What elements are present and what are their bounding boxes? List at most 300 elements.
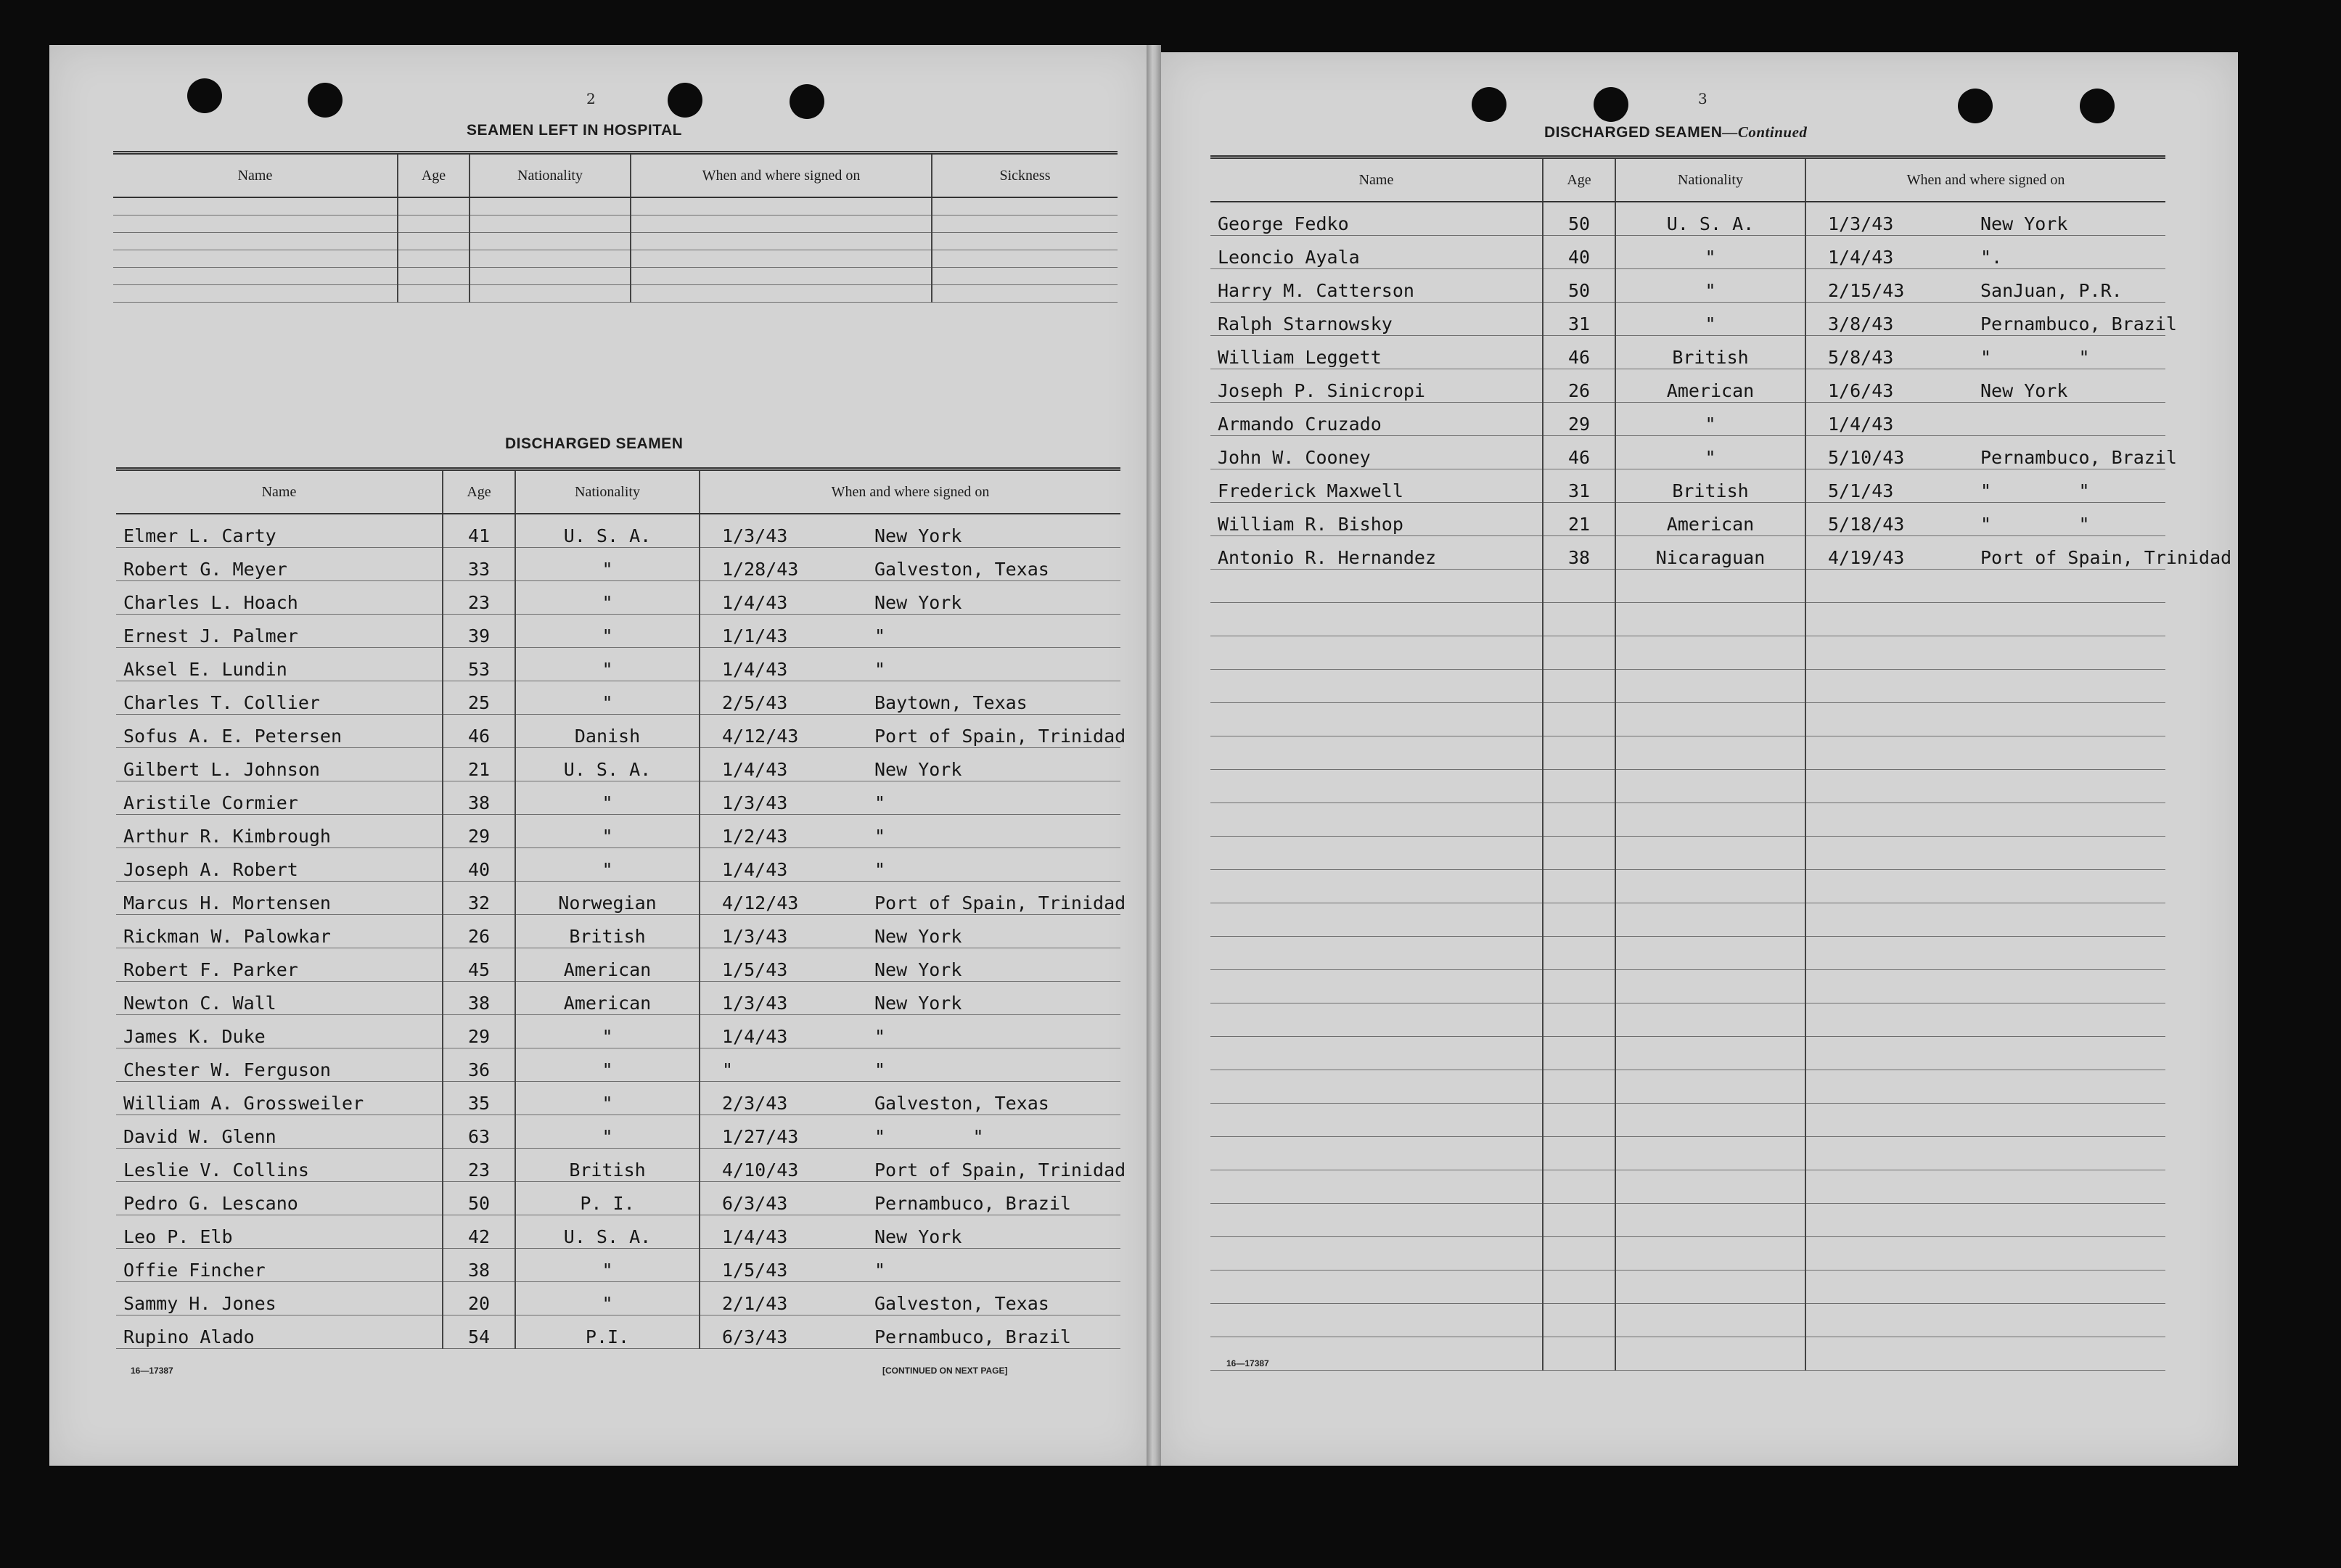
blank-row	[1210, 803, 2165, 836]
blank-row	[1210, 836, 2165, 869]
seaman-row	[116, 1014, 1120, 1048]
seaman-nationality: "	[1615, 402, 1805, 435]
seaman-nationality: American	[1615, 369, 1805, 402]
seaman-name: Chester W. Ferguson	[116, 1048, 443, 1081]
signed-on-cell	[700, 881, 1126, 914]
blank-cell	[1543, 1337, 1615, 1370]
seaman-name: Newton C. Wall	[116, 981, 443, 1014]
seaman-name: Elmer L. Carty	[116, 514, 443, 547]
blank-cell	[1615, 702, 1805, 736]
blank-cell	[1543, 936, 1615, 969]
punch-hole	[790, 84, 824, 119]
seaman-age: 41	[443, 514, 515, 547]
signed-on-date: "	[722, 1059, 734, 1080]
seaman-name: William A. Grossweiler	[116, 1081, 443, 1115]
signed-on-date: 2/15/43	[1828, 279, 1905, 301]
seaman-nationality: "	[515, 1281, 700, 1315]
seaman-row	[116, 948, 1120, 981]
blank-cell	[1615, 1136, 1805, 1170]
seaman-row	[116, 614, 1120, 647]
seaman-name: Frederick Maxwell	[1210, 469, 1543, 502]
blank-cell	[1543, 769, 1615, 803]
signed-on-place: " "	[1980, 480, 2090, 501]
blank-cell	[1543, 1236, 1615, 1270]
blank-cell	[1615, 1236, 1805, 1270]
seaman-name: Harry M. Catterson	[1210, 268, 1543, 302]
title-suffix: —Continued	[1722, 123, 1808, 141]
seaman-name: John W. Cooney	[1210, 435, 1543, 469]
blank-cell	[1805, 1003, 2165, 1036]
seaman-row	[116, 1081, 1120, 1115]
signed-on-cell	[700, 1081, 1120, 1115]
blank-row	[1210, 903, 2165, 936]
col-age: Age	[1543, 157, 1615, 202]
signed-on-date: 1/6/43	[1828, 379, 1894, 401]
signed-on-place: "	[874, 792, 886, 813]
punch-hole	[1594, 87, 1628, 122]
blank-cell	[1805, 836, 2165, 869]
blank-row	[1210, 1136, 2165, 1170]
signed-on-place: Pernambuco, Brazil	[874, 1192, 1071, 1214]
blank-cell	[113, 197, 398, 215]
blank-cell	[932, 215, 1118, 232]
seaman-row	[116, 1281, 1120, 1315]
col-nationality: Nationality	[515, 469, 700, 514]
seaman-nationality: "	[515, 781, 700, 814]
blank-row	[1210, 669, 2165, 702]
blank-cell	[1210, 1203, 1543, 1236]
blank-cell	[1543, 636, 1615, 669]
signed-on-date: 2/5/43	[722, 691, 788, 713]
blank-cell	[1210, 736, 1543, 769]
blank-cell	[1210, 669, 1543, 702]
hospital-table	[113, 151, 1118, 303]
blank-cell	[1543, 1203, 1615, 1236]
blank-cell	[1210, 836, 1543, 869]
blank-cell	[1615, 869, 1805, 903]
blank-cell	[932, 284, 1118, 302]
seaman-age: 38	[1543, 535, 1615, 569]
signed-on-date: 5/10/43	[1828, 446, 1905, 468]
signed-on-date: 1/4/43	[722, 858, 788, 880]
seaman-name: James K. Duke	[116, 1014, 443, 1048]
seaman-age: 46	[443, 714, 515, 747]
signed-on-place: Baytown, Texas	[874, 691, 1028, 713]
seaman-name: Leoncio Ayala	[1210, 235, 1543, 268]
seaman-name: Pedro G. Lescano	[116, 1181, 443, 1215]
signed-on-cell	[1805, 469, 2165, 502]
left-page	[49, 45, 1147, 1466]
seaman-age: 53	[443, 647, 515, 681]
signed-on-date: 1/3/43	[722, 525, 788, 546]
seaman-name: Leslie V. Collins	[116, 1148, 443, 1181]
seaman-age: 29	[443, 814, 515, 847]
blank-cell	[1210, 1070, 1543, 1103]
seaman-nationality: P.I.	[515, 1315, 700, 1348]
blank-cell	[398, 197, 470, 215]
signed-on-cell	[1805, 335, 2165, 369]
blank-cell	[398, 267, 470, 284]
seaman-nationality: Danish	[515, 714, 700, 747]
blank-cell	[470, 284, 631, 302]
blank-row	[113, 250, 1118, 267]
blank-cell	[1543, 569, 1615, 602]
seaman-nationality: P. I.	[515, 1181, 700, 1215]
seaman-age: 26	[1543, 369, 1615, 402]
seaman-age: 25	[443, 681, 515, 714]
seaman-nationality: "	[1615, 435, 1805, 469]
blank-cell	[1805, 1136, 2165, 1170]
signed-on-place: Port of Spain, Trinidad	[874, 892, 1126, 914]
blank-cell	[1543, 702, 1615, 736]
blank-row	[113, 232, 1118, 250]
signed-on-place: SanJuan, P.R.	[1980, 279, 2123, 301]
seaman-age: 39	[443, 614, 515, 647]
seaman-row	[1210, 535, 2165, 569]
signed-on-place: Galveston, Texas	[874, 558, 1049, 580]
discharged-continued-rows	[1210, 202, 2232, 1370]
signed-on-cell	[700, 781, 1120, 814]
signed-on-cell	[700, 1281, 1120, 1315]
blank-cell	[1805, 702, 2165, 736]
blank-cell	[932, 250, 1118, 267]
blank-row	[1210, 1303, 2165, 1337]
seaman-nationality: "	[515, 547, 700, 580]
seaman-age: 23	[443, 580, 515, 614]
seaman-age: 50	[443, 1181, 515, 1215]
signed-on-cell	[700, 681, 1120, 714]
blank-cell	[398, 232, 470, 250]
blank-cell	[1543, 1303, 1615, 1337]
col-name: Name	[1210, 157, 1543, 202]
seaman-row	[116, 547, 1120, 580]
right-page	[1161, 52, 2238, 1466]
blank-cell	[398, 250, 470, 267]
signed-on-cell	[1805, 268, 2165, 302]
blank-cell	[398, 215, 470, 232]
blank-row	[1210, 636, 2165, 669]
signed-on-cell	[1805, 302, 2177, 335]
blank-cell	[631, 215, 932, 232]
seaman-row	[1210, 335, 2165, 369]
blank-cell	[1543, 1003, 1615, 1036]
hospital-rows	[113, 197, 1118, 302]
seaman-name: Gilbert L. Johnson	[116, 747, 443, 781]
signed-on-cell	[1805, 402, 2165, 435]
signed-on-date: 1/4/43	[722, 591, 788, 613]
seaman-age: 38	[443, 781, 515, 814]
seaman-row	[1210, 235, 2165, 268]
blank-cell	[1615, 602, 1805, 636]
punch-hole	[1472, 87, 1506, 122]
seaman-row	[116, 847, 1120, 881]
signed-on-date: 2/1/43	[722, 1292, 788, 1314]
seaman-row	[116, 881, 1120, 914]
signed-on-place: "	[874, 1059, 886, 1080]
seaman-nationality: "	[1615, 268, 1805, 302]
seaman-row	[116, 580, 1120, 614]
signed-on-cell	[700, 814, 1120, 847]
blank-cell	[1615, 669, 1805, 702]
blank-cell	[1543, 803, 1615, 836]
seaman-name: Rickman W. Palowkar	[116, 914, 443, 948]
seaman-age: 45	[443, 948, 515, 981]
blank-cell	[1543, 903, 1615, 936]
blank-cell	[1805, 1103, 2165, 1136]
seaman-name: Charles L. Hoach	[116, 580, 443, 614]
blank-cell	[1210, 1003, 1543, 1036]
blank-cell	[1210, 636, 1543, 669]
seaman-nationality: Norwegian	[515, 881, 700, 914]
seaman-age: 50	[1543, 268, 1615, 302]
signed-on-place: New York	[874, 525, 962, 546]
seaman-nationality: "	[1615, 302, 1805, 335]
signed-on-date: 1/28/43	[722, 558, 799, 580]
seaman-age: 40	[1543, 235, 1615, 268]
punch-hole	[308, 83, 343, 118]
blank-cell	[1615, 969, 1805, 1003]
seaman-name: Joseph P. Sinicropi	[1210, 369, 1543, 402]
seaman-age: 21	[1543, 502, 1615, 535]
signed-on-place: New York	[1980, 379, 2068, 401]
blank-cell	[470, 197, 631, 215]
signed-on-date: 1/3/43	[722, 925, 788, 947]
signed-on-cell	[700, 914, 1120, 948]
blank-cell	[631, 197, 932, 215]
seaman-name: Leo P. Elb	[116, 1215, 443, 1248]
page-number: 3	[1698, 90, 1707, 107]
seaman-row	[116, 981, 1120, 1014]
seaman-nationality: British	[1615, 335, 1805, 369]
blank-row	[113, 215, 1118, 232]
seaman-row	[1210, 302, 2165, 335]
punch-hole	[1958, 89, 1993, 123]
blank-cell	[1615, 1170, 1805, 1203]
seaman-age: 33	[443, 547, 515, 580]
seaman-age: 31	[1543, 302, 1615, 335]
blank-row	[1210, 736, 2165, 769]
blank-cell	[1210, 1136, 1543, 1170]
seaman-row	[116, 1248, 1120, 1281]
seaman-age: 29	[1543, 402, 1615, 435]
seaman-age: 32	[443, 881, 515, 914]
signed-on-place: New York	[874, 959, 962, 980]
blank-row	[1210, 1236, 2165, 1270]
signed-on-place: " "	[874, 1125, 984, 1147]
signed-on-place: "	[874, 825, 886, 847]
blank-cell	[1805, 903, 2165, 936]
blank-cell	[1210, 702, 1543, 736]
blank-cell	[1210, 1303, 1543, 1337]
blank-cell	[1210, 1036, 1543, 1070]
seaman-age: 38	[443, 981, 515, 1014]
blank-cell	[1615, 1303, 1805, 1337]
blank-cell	[932, 197, 1118, 215]
signed-on-place: Pernambuco, Brazil	[874, 1326, 1071, 1347]
signed-on-date: 1/27/43	[722, 1125, 799, 1147]
seaman-age: 26	[443, 914, 515, 948]
blank-row	[1210, 1337, 2165, 1370]
seaman-row	[116, 1315, 1120, 1348]
blank-cell	[1210, 769, 1543, 803]
seaman-row	[116, 681, 1120, 714]
seaman-row	[116, 781, 1120, 814]
seaman-name: William R. Bishop	[1210, 502, 1543, 535]
blank-cell	[1615, 1003, 1805, 1036]
blank-cell	[113, 215, 398, 232]
blank-row	[1210, 602, 2165, 636]
seaman-name: Armando Cruzado	[1210, 402, 1543, 435]
signed-on-place: Galveston, Texas	[874, 1292, 1049, 1314]
signed-on-place: Galveston, Texas	[874, 1092, 1049, 1114]
blank-cell	[1805, 803, 2165, 836]
punch-hole	[2080, 89, 2115, 123]
seaman-row	[1210, 469, 2165, 502]
signed-on-cell	[700, 1148, 1126, 1181]
seaman-row	[1210, 435, 2165, 469]
seaman-row	[116, 814, 1120, 847]
seaman-nationality: American	[515, 981, 700, 1014]
seaman-age: 42	[443, 1215, 515, 1248]
blank-cell	[1805, 1270, 2165, 1303]
seaman-row	[116, 714, 1120, 747]
blank-row	[1210, 1036, 2165, 1070]
blank-cell	[1805, 936, 2165, 969]
seaman-name: Aksel E. Lundin	[116, 647, 443, 681]
signed-on-place: "	[874, 625, 886, 647]
blank-cell	[1805, 1203, 2165, 1236]
blank-cell	[1615, 836, 1805, 869]
seaman-row	[116, 747, 1120, 781]
signed-on-date: 1/5/43	[722, 959, 788, 980]
blank-cell	[1615, 903, 1805, 936]
blank-row	[1210, 1103, 2165, 1136]
signed-on-date: 6/3/43	[722, 1326, 788, 1347]
seaman-row	[1210, 202, 2165, 235]
blank-cell	[631, 232, 932, 250]
blank-cell	[113, 267, 398, 284]
seaman-row	[116, 914, 1120, 948]
hospital-section-title: SEAMEN LEFT IN HOSPITAL	[467, 122, 682, 139]
signed-on-place: Pernambuco, Brazil	[1980, 446, 2177, 468]
blank-cell	[113, 250, 398, 267]
blank-cell	[631, 267, 932, 284]
blank-cell	[1805, 669, 2165, 702]
blank-cell	[932, 267, 1118, 284]
signed-on-place: Port of Spain, Trinidad	[874, 1159, 1126, 1181]
seaman-name: Rupino Alado	[116, 1315, 443, 1348]
blank-cell	[470, 232, 631, 250]
blank-cell	[1543, 736, 1615, 769]
binding-gutter	[1147, 45, 1161, 1466]
signed-on-cell	[1805, 369, 2165, 402]
col-age: Age	[398, 153, 470, 198]
signed-on-date: 2/3/43	[722, 1092, 788, 1114]
signed-on-place: Port of Spain, Trinidad	[1980, 546, 2232, 568]
signed-on-cell	[700, 1115, 1120, 1148]
blank-cell	[1210, 602, 1543, 636]
blank-row	[1210, 1070, 2165, 1103]
signed-on-date: 1/4/43	[722, 1025, 788, 1047]
blank-cell	[1543, 869, 1615, 903]
col-signed-on: When and where signed on	[631, 153, 932, 198]
signed-on-cell	[700, 1248, 1120, 1281]
blank-cell	[113, 284, 398, 302]
signed-on-date: 1/1/43	[722, 625, 788, 647]
blank-cell	[1543, 1170, 1615, 1203]
signed-on-cell	[700, 1048, 1120, 1081]
blank-cell	[1543, 1136, 1615, 1170]
seaman-name: David W. Glenn	[116, 1115, 443, 1148]
signed-on-date: 4/12/43	[722, 892, 799, 914]
blank-cell	[1615, 1270, 1805, 1303]
seaman-row	[116, 1215, 1120, 1248]
blank-cell	[1543, 836, 1615, 869]
seaman-nationality: "	[515, 1014, 700, 1048]
blank-cell	[1543, 969, 1615, 1003]
seaman-nationality: "	[515, 580, 700, 614]
blank-cell	[1210, 1236, 1543, 1270]
signed-on-date: 1/5/43	[722, 1259, 788, 1281]
signed-on-place: " "	[1980, 513, 2090, 535]
blank-cell	[1543, 1103, 1615, 1136]
signed-on-date: 1/4/43	[722, 1226, 788, 1247]
blank-cell	[932, 232, 1118, 250]
seaman-row	[1210, 369, 2165, 402]
col-sickness: Sickness	[932, 153, 1118, 198]
signed-on-place: New York	[874, 758, 962, 780]
blank-cell	[1805, 602, 2165, 636]
seaman-row	[116, 647, 1120, 681]
blank-cell	[1615, 1036, 1805, 1070]
signed-on-place: New York	[1980, 213, 2068, 234]
signed-on-cell	[700, 1315, 1120, 1348]
seaman-name: Marcus H. Mortensen	[116, 881, 443, 914]
seaman-age: 46	[1543, 435, 1615, 469]
seaman-name: Joseph A. Robert	[116, 847, 443, 881]
col-nationality: Nationality	[1615, 157, 1805, 202]
col-name: Name	[116, 469, 443, 514]
signed-on-place: Port of Spain, Trinidad	[874, 725, 1126, 747]
signed-on-cell	[700, 948, 1120, 981]
seaman-nationality: "	[515, 681, 700, 714]
seaman-nationality: "	[515, 614, 700, 647]
blank-cell	[1210, 803, 1543, 836]
signed-on-date: 1/4/43	[1828, 413, 1894, 435]
seaman-name: Sammy H. Jones	[116, 1281, 443, 1315]
seaman-nationality: "	[515, 847, 700, 881]
seaman-nationality: Nicaraguan	[1615, 535, 1805, 569]
blank-cell	[1210, 569, 1543, 602]
signed-on-cell	[1805, 235, 2165, 268]
title-main: DISCHARGED SEAMEN	[1544, 124, 1723, 141]
seaman-name: William Leggett	[1210, 335, 1543, 369]
seaman-age: 36	[443, 1048, 515, 1081]
signed-on-date: 4/12/43	[722, 725, 799, 747]
blank-row	[113, 284, 1118, 302]
blank-cell	[1615, 1337, 1805, 1370]
discharged-table	[116, 467, 1126, 1349]
seaman-age: 35	[443, 1081, 515, 1115]
seaman-name: Antonio R. Hernandez	[1210, 535, 1543, 569]
seaman-age: 63	[443, 1115, 515, 1148]
blank-cell	[1543, 1036, 1615, 1070]
page-number: 2	[586, 90, 596, 107]
seaman-nationality: "	[515, 1248, 700, 1281]
seaman-age: 20	[443, 1281, 515, 1315]
discharged-continued-title	[1544, 123, 1807, 141]
blank-cell	[1543, 1270, 1615, 1303]
